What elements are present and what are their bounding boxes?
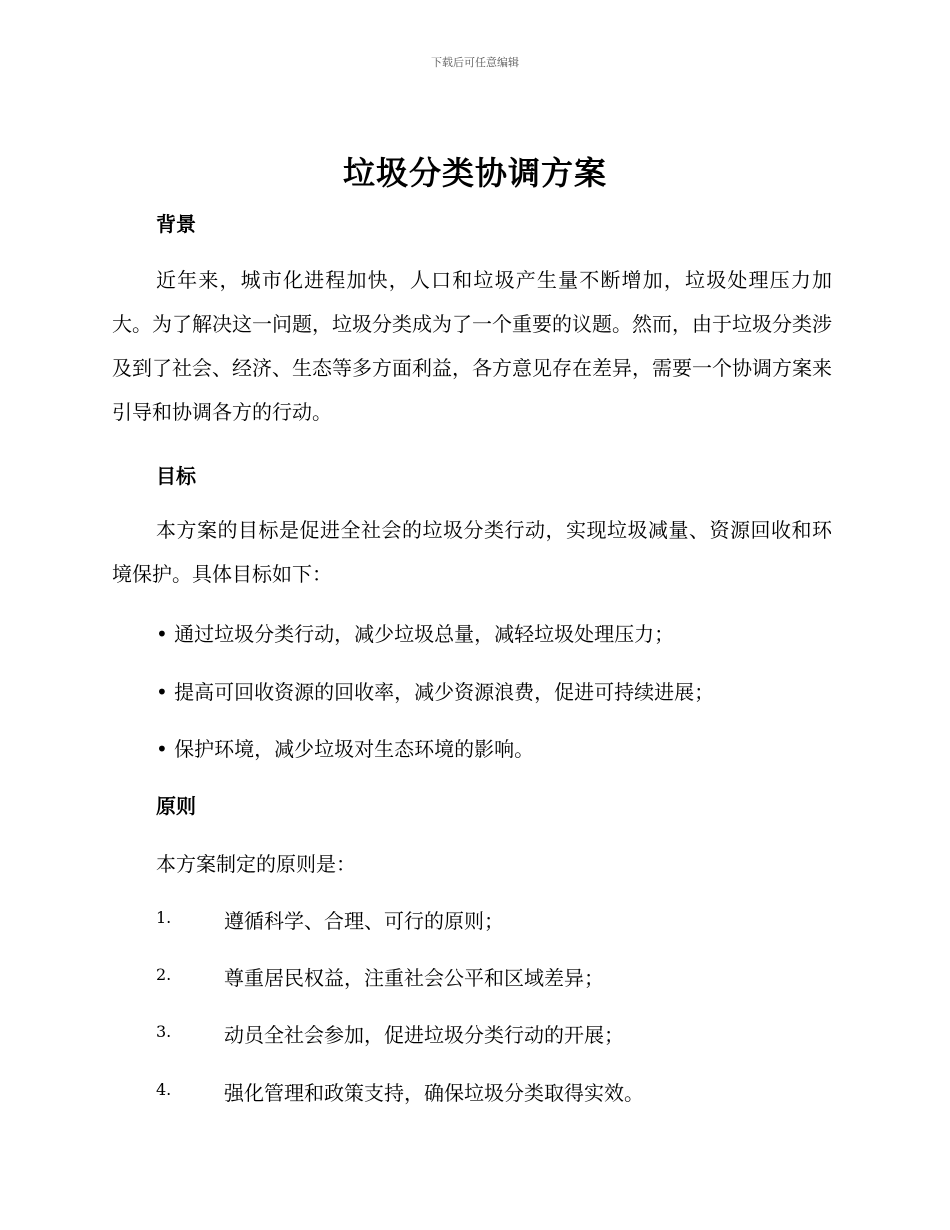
- goal-bullet: • 保护环境，减少垃圾对生态环境的影响。: [156, 737, 535, 761]
- principle-text: 强化管理和政策支持，确保垃圾分类取得实效。: [224, 1081, 644, 1105]
- section-heading-background: 背景: [156, 212, 196, 236]
- goal-bullet: • 提高可回收资源的回收率，减少资源浪费，促进可持续进展；: [156, 680, 715, 704]
- principle-number: 2.: [156, 965, 172, 984]
- principles-intro: 本方案制定的原则是：: [156, 852, 356, 876]
- principle-text: 动员全社会参加，促进垃圾分类行动的开展；: [224, 1023, 624, 1047]
- section-heading-principles: 原则: [156, 794, 196, 818]
- principle-text: 尊重居民权益，注重社会公平和区域差异；: [224, 966, 604, 990]
- goals-paragraph: 本方案的目标是促进全社会的垃圾分类行动，实现垃圾减量、资源回收和环境保护。具体目标如下：: [112, 518, 832, 586]
- page-header-note: 下载后可任意编辑: [431, 56, 519, 69]
- principle-number: 1.: [156, 908, 172, 927]
- section-heading-goals: 目标: [156, 464, 196, 488]
- background-paragraph: 近年来，城市化进程加快，人口和垃圾产生量不断增加，垃圾处理压力加大。为了解决这一问题，垃圾分类成为了一个重要的议题。然而，由于垃圾分类涉及到了社会、经济、生态等多方面利益，各方意见存在差异，需要一个协调方案来引导和协调各方的行动。: [112, 268, 832, 424]
- goal-bullet: • 通过垃圾分类行动，减少垃圾总量，减轻垃圾处理压力；: [156, 622, 675, 646]
- principle-text: 遵循科学、合理、可行的原则；: [224, 909, 504, 933]
- principle-number: 3.: [156, 1022, 172, 1041]
- principle-number: 4.: [156, 1080, 172, 1099]
- document-title: 垃圾分类协调方案: [342, 154, 607, 192]
